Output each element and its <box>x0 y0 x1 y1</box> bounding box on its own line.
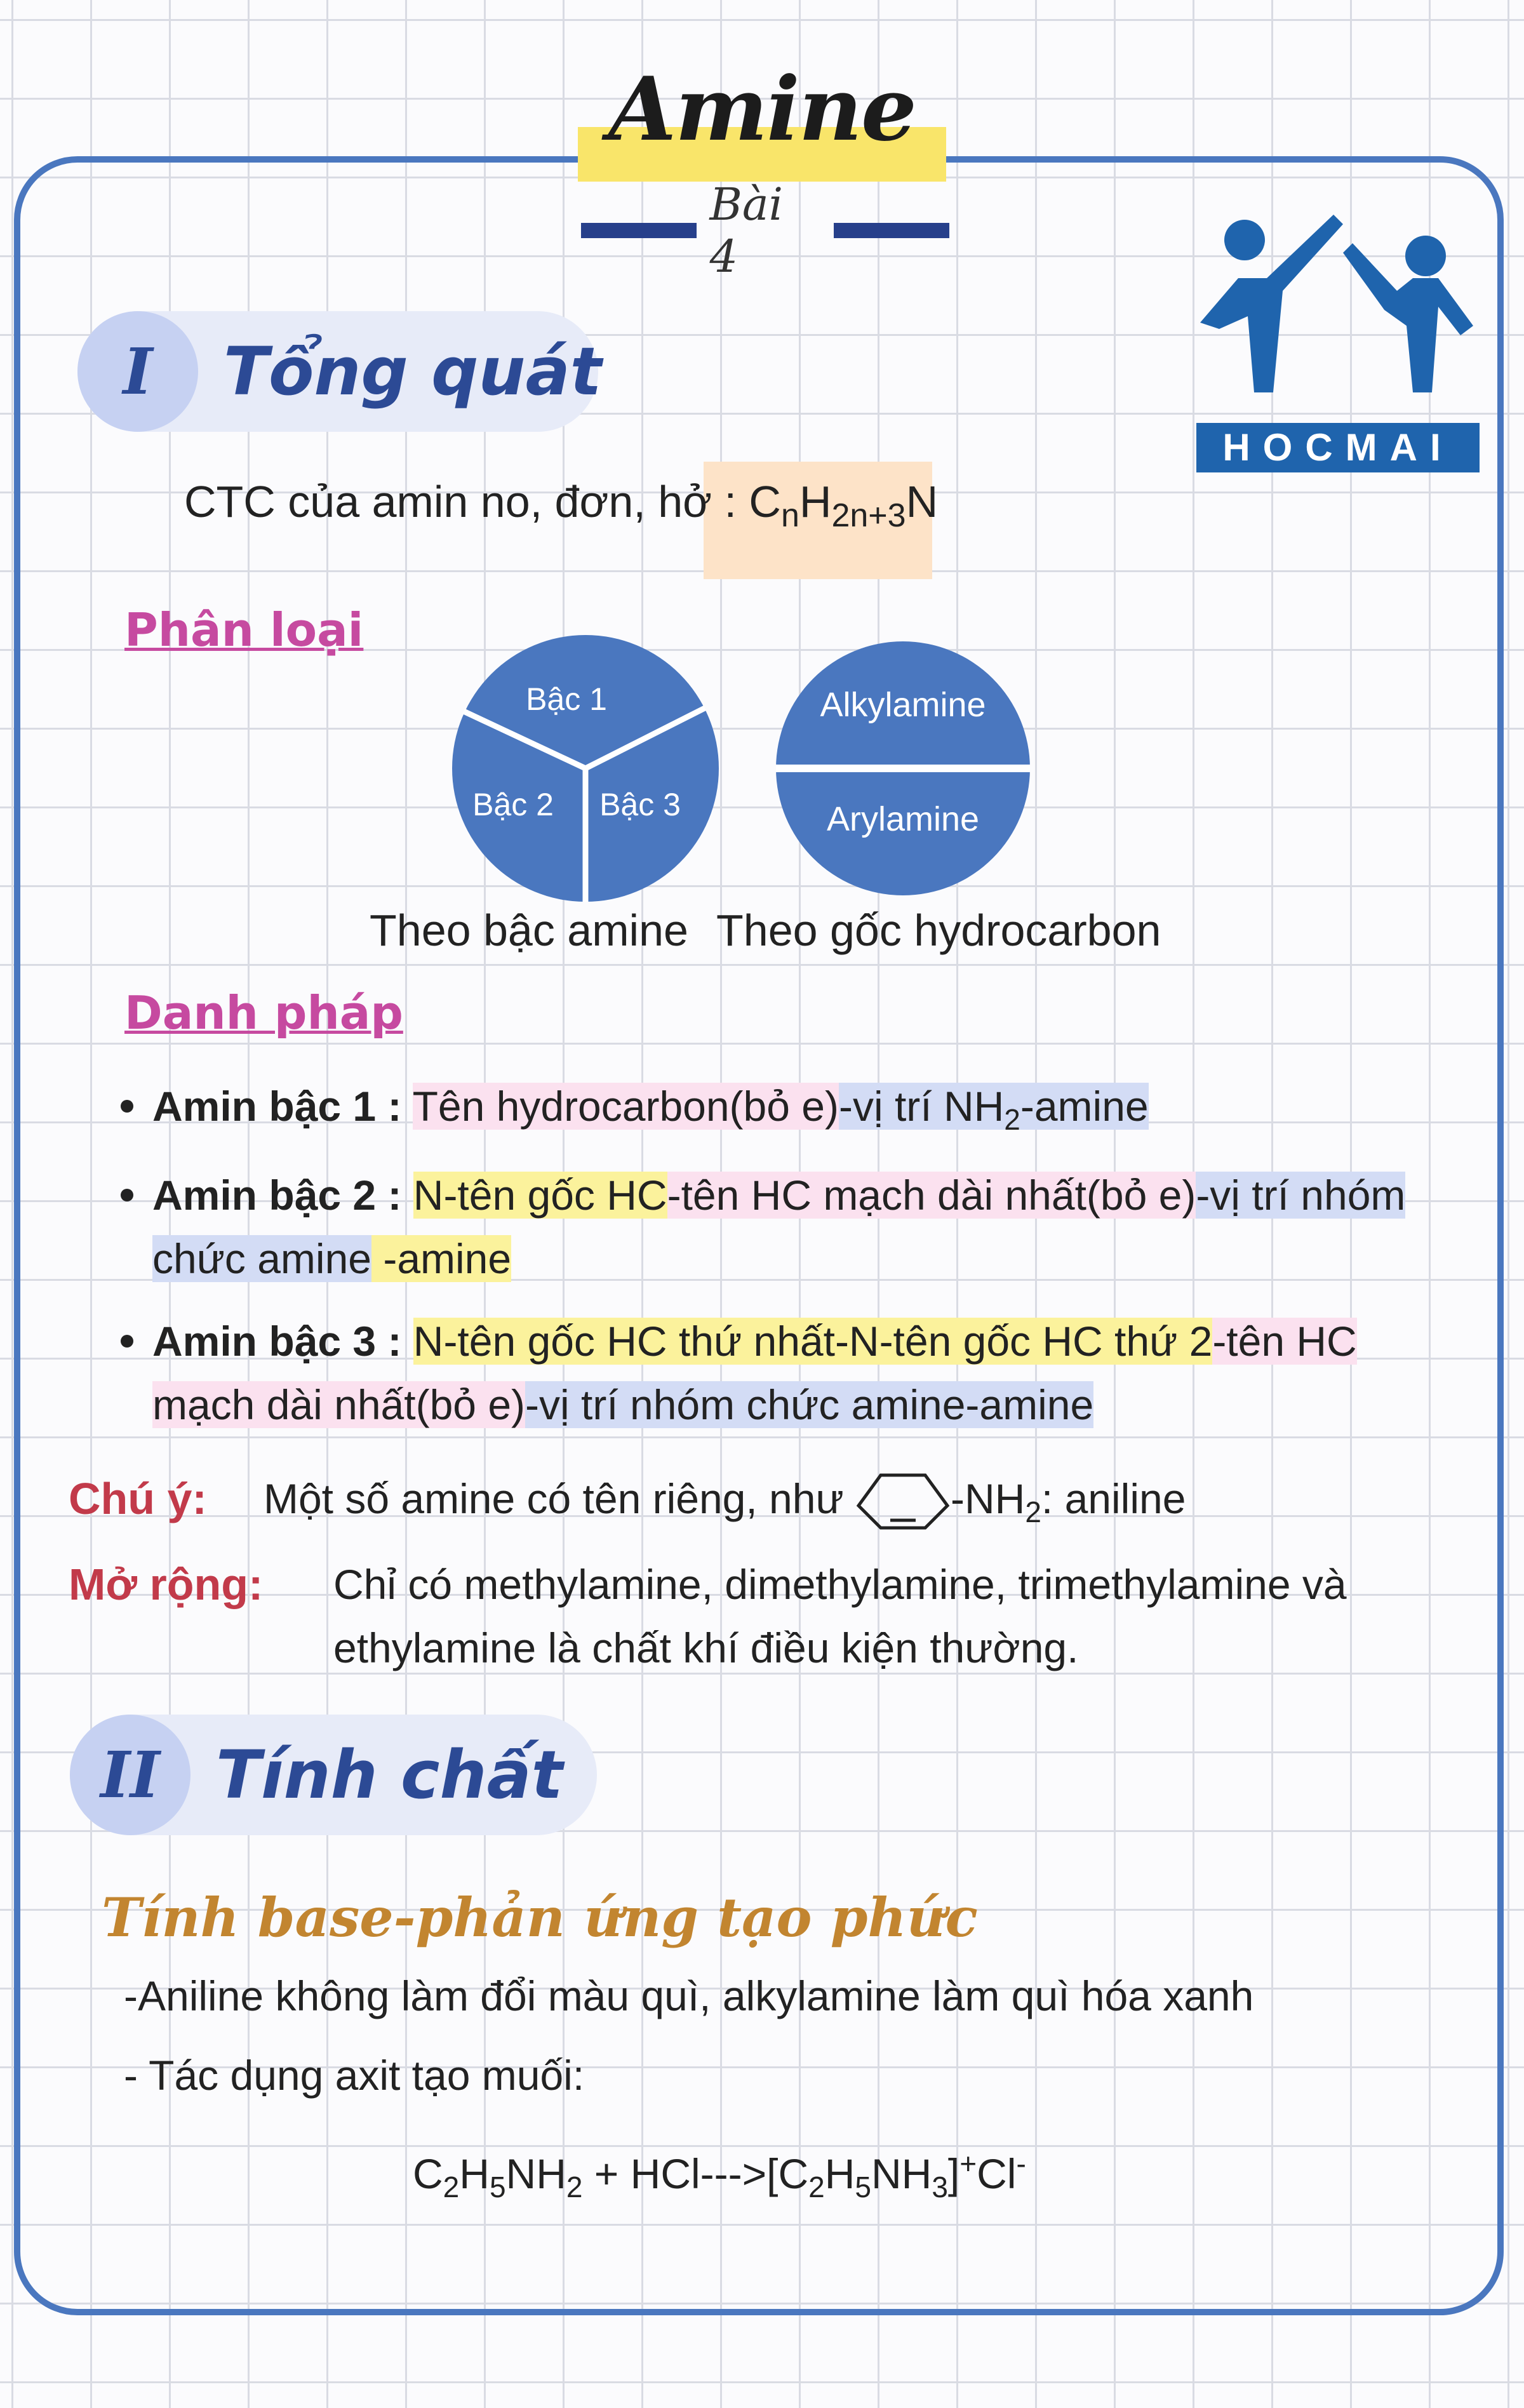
eq-c2-sub: 2 <box>808 2171 825 2204</box>
bullet-2-part2: -tên HC mạch dài nhất(bỏ e) <box>667 1172 1196 1219</box>
bullet-amine-1 <box>152 1074 1410 1151</box>
section-1-number: I <box>77 311 198 432</box>
eq-nh: NH <box>505 2150 566 2197</box>
eq-c-sub: 2 <box>443 2171 460 2204</box>
bullet-3-part1: N-tên gốc HC thứ nhất-N-tên gốc HC thứ 2 <box>413 1318 1213 1365</box>
circle2-bottom-label: Arylamine <box>826 800 980 838</box>
bullet-3-part2: -tên HC mạch dài nhất(bỏ e) <box>152 1318 1357 1428</box>
formula-n: N <box>906 477 939 526</box>
eq-h-sub: 5 <box>489 2171 506 2204</box>
extend-text: Chỉ có methylamine, dimethylamine, trimethylamine và ethylamine là chất khí điều kiện thường. <box>333 1561 1347 1671</box>
bullet-2-part3: -vị trí nhóm chức amine <box>152 1172 1406 1282</box>
hocmai-logo-text: HOCMAI <box>1196 423 1480 472</box>
eq-cl: Cl <box>977 2150 1017 2197</box>
formula-h-sub: 2n+3 <box>831 497 906 534</box>
page-title: Amine <box>608 57 916 161</box>
bullet-1-label: Amin bậc 1 : <box>152 1083 402 1130</box>
circle2-top-label: Alkylamine <box>820 686 986 724</box>
benzene-ring-icon <box>855 1471 951 1534</box>
extend-label: Mở rộng: <box>69 1560 264 1609</box>
eq-h2-sub: 5 <box>855 2171 871 2204</box>
section-2-number: II <box>70 1715 190 1835</box>
section-2-header <box>70 1715 597 1835</box>
note-group-sub: 2 <box>1025 1495 1041 1529</box>
eq-mid: + HCl--->[C <box>582 2150 809 2197</box>
circle1-right-label: Bậc 3 <box>599 787 681 822</box>
bullet-2-part1: N-tên gốc HC <box>413 1172 667 1219</box>
property-line-1: -Aniline không làm đổi màu quì, alkylamine làm quì hóa xanh <box>124 1972 1254 2019</box>
eq-nh-sub: 2 <box>566 2171 583 2204</box>
bullet-3-label: Amin bậc 3 : <box>152 1318 402 1365</box>
bullet-1-part3: -amine <box>1020 1083 1149 1130</box>
eq-c: C <box>413 2150 443 2197</box>
eq-h: H <box>459 2150 490 2197</box>
bullet-3-part3: -vị trí nhóm chức amine <box>525 1381 966 1428</box>
formula-c-sub: n <box>780 497 799 534</box>
eq-nh3: NH <box>871 2150 932 2197</box>
circle1-caption: Theo bậc amine <box>370 906 688 955</box>
classification-circles <box>0 0 1524 953</box>
formula-c: C <box>749 477 781 526</box>
bullet-1-part1: Tên hydrocarbon(bỏ e) <box>412 1083 839 1130</box>
eq-close: ] <box>947 2150 960 2197</box>
property-line-2: - Tác dụng axit tạo muối: <box>124 2052 585 2099</box>
eq-plus: + <box>959 2147 977 2180</box>
note-line <box>264 1467 1186 1544</box>
circle1-top-label: Bậc 1 <box>526 681 607 717</box>
lesson-text: Bài 4 <box>709 178 784 283</box>
classification-heading: Phân loại <box>124 603 364 657</box>
bullet-amine-2 <box>152 1163 1410 1290</box>
ctc-label: CTC của amin no, đơn, hở : <box>184 477 737 526</box>
note-group: -NH <box>951 1475 1026 1522</box>
nomenclature-heading: Danh pháp <box>124 986 403 1040</box>
circle2-caption: Theo gốc hydrocarbon <box>716 906 1161 955</box>
note-suffix: : aniline <box>1041 1475 1186 1522</box>
section-2-title: Tính chất <box>216 1736 563 1814</box>
eq-minus: - <box>1016 2147 1026 2180</box>
bullet-2-label: Amin bậc 2 : <box>152 1172 402 1219</box>
note-label: Chú ý: <box>69 1474 207 1523</box>
formula-h: H <box>799 477 832 526</box>
bullet-amine-3 <box>152 1309 1410 1436</box>
bullet-1-part2: -vị trí NH <box>838 1083 1005 1130</box>
circle1-left-label: Bậc 2 <box>472 787 554 822</box>
eq-h2: H <box>824 2150 855 2197</box>
bullet-1-part2-sub: 2 <box>1004 1103 1020 1137</box>
note-text: Một số amine có tên riêng, như <box>264 1475 844 1522</box>
section-1-title: Tổng quát <box>224 333 602 410</box>
properties-subheading: Tính base-phản ứng tạo phức <box>102 1886 978 1949</box>
bullet-2-part4: -amine <box>371 1235 512 1282</box>
eq-nh3-sub: 3 <box>932 2171 948 2204</box>
bullet-3-part4: -amine <box>965 1381 1094 1428</box>
reaction-equation <box>413 2146 1026 2204</box>
